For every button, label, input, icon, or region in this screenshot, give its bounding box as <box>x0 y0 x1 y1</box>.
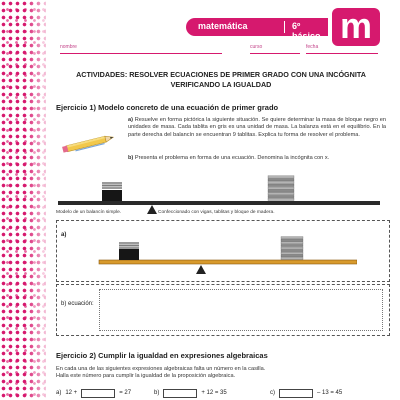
tablet-icon <box>281 242 303 244</box>
balance-illustration-2 <box>97 235 357 281</box>
equation-a-blank-input[interactable] <box>81 389 115 398</box>
subject-logo-icon: m <box>332 8 380 46</box>
balance-fulcrum-2 <box>196 265 206 274</box>
tablet-icon <box>268 179 294 181</box>
exercise-2-title: Ejercicio 2) Cumplir la igualdad en expresiones algebraicas <box>56 351 268 360</box>
equation-b <box>154 388 231 398</box>
part-a-body: Resuelve en forma pictórica la siguiente situación. Se quiere determinar la masa de bloque negro en unidades de masa. Cada tablita en gris es una unidad de masa. La balanza está en el equilibrio. En la parte derecha del balancín se encuentran 9 tablitas. Explica tu forma de resolver el problema. <box>128 117 386 138</box>
equation-b-blank-input[interactable] <box>163 389 197 398</box>
exercise-1-title: Ejercicio 1) Modelo concreto de una ecuación de primer grado <box>56 103 279 112</box>
equation-a-left: 12 + <box>65 390 78 396</box>
course-field[interactable] <box>250 44 300 54</box>
exercise-2-line-1: En cada una de las siguientes expresiones algebraicas falta un número en la casilla. <box>56 366 266 372</box>
tablet-icon <box>268 187 294 189</box>
tablet-icon <box>268 190 294 192</box>
part-b-letter: b) <box>128 155 134 161</box>
tablet-icon <box>268 193 294 195</box>
tablet-icon <box>281 255 303 257</box>
exercise-1b-text <box>128 155 386 162</box>
box-b-label: b) ecuación: <box>61 301 94 307</box>
header-separator <box>284 21 285 33</box>
pencil-icon <box>60 132 120 154</box>
equation-c-label: c) <box>270 390 275 396</box>
tablet-icon <box>268 176 294 178</box>
tablet-icon <box>268 195 294 197</box>
answer-box-b <box>56 284 390 336</box>
black-block-icon-2 <box>119 242 139 260</box>
tablet-icon <box>281 237 303 239</box>
page-title <box>56 70 386 90</box>
tablet-icon <box>281 252 303 254</box>
exercise-2-text <box>56 366 316 381</box>
subject-header-bar <box>186 18 328 41</box>
student-fields <box>60 44 380 58</box>
name-field[interactable] <box>60 44 222 54</box>
decorative-dot-strip <box>0 0 46 400</box>
exercise-1a-text <box>128 117 386 139</box>
tablet-icon <box>281 244 303 246</box>
tablet-icon <box>281 239 303 241</box>
equations-row <box>56 388 390 400</box>
balance-beam <box>58 201 380 205</box>
equation-c <box>270 388 346 398</box>
balance-beam-2 <box>99 260 357 264</box>
box-a-label: a) <box>61 232 67 238</box>
grade-label: 6º básico <box>292 21 321 41</box>
date-field-label: fecha <box>306 44 319 50</box>
tablet-icon <box>281 250 303 252</box>
equation-a-right: = 27 <box>119 390 132 396</box>
name-field-label: nombre <box>60 44 77 50</box>
exercise-2-line-2: Halla este número para cumplir la igualdad de la proposición algebraica. <box>56 373 236 380</box>
tablet-icon <box>268 184 294 186</box>
title-line-1: ACTIVIDADES: RESOLVER ECUACIONES DE PRIMER GRADO CON UNA INCÓGNITA <box>76 70 366 79</box>
caption-left: Modelo de un balancín simple. <box>56 210 122 215</box>
title-line-2: VERIFICANDO LA IGUALDAD <box>170 80 272 89</box>
tablet-icon <box>281 257 303 259</box>
date-field[interactable] <box>306 44 378 54</box>
tablet-stack-icon <box>268 176 294 201</box>
black-block-icon <box>102 182 122 201</box>
tablet-icon <box>268 181 294 183</box>
part-a-letter: a) <box>128 117 133 123</box>
tablet-icon <box>281 247 303 249</box>
tablet-icon <box>268 198 294 200</box>
equation-answer-field[interactable] <box>99 289 383 331</box>
equation-c-blank-input[interactable] <box>279 389 313 398</box>
tablet-stack-icon-2 <box>281 237 303 260</box>
equation-c-right: – 13 = 45 <box>317 390 343 396</box>
equation-b-right: + 12 = 35 <box>201 390 227 396</box>
equation-b-label: b) <box>154 390 160 396</box>
equation-a <box>56 388 135 398</box>
equation-a-label: a) <box>56 390 62 396</box>
answer-box-a <box>56 220 390 282</box>
balance-fulcrum <box>147 205 157 214</box>
caption-right: Confeccionado con vigas, tablitas y bloque de madera. <box>158 210 275 215</box>
part-b-body: Presenta el problema en forma de una ecuación. Denomina la incógnita con x. <box>134 155 330 161</box>
subject-label: matemática <box>198 21 248 31</box>
course-field-label: curso <box>250 44 263 50</box>
